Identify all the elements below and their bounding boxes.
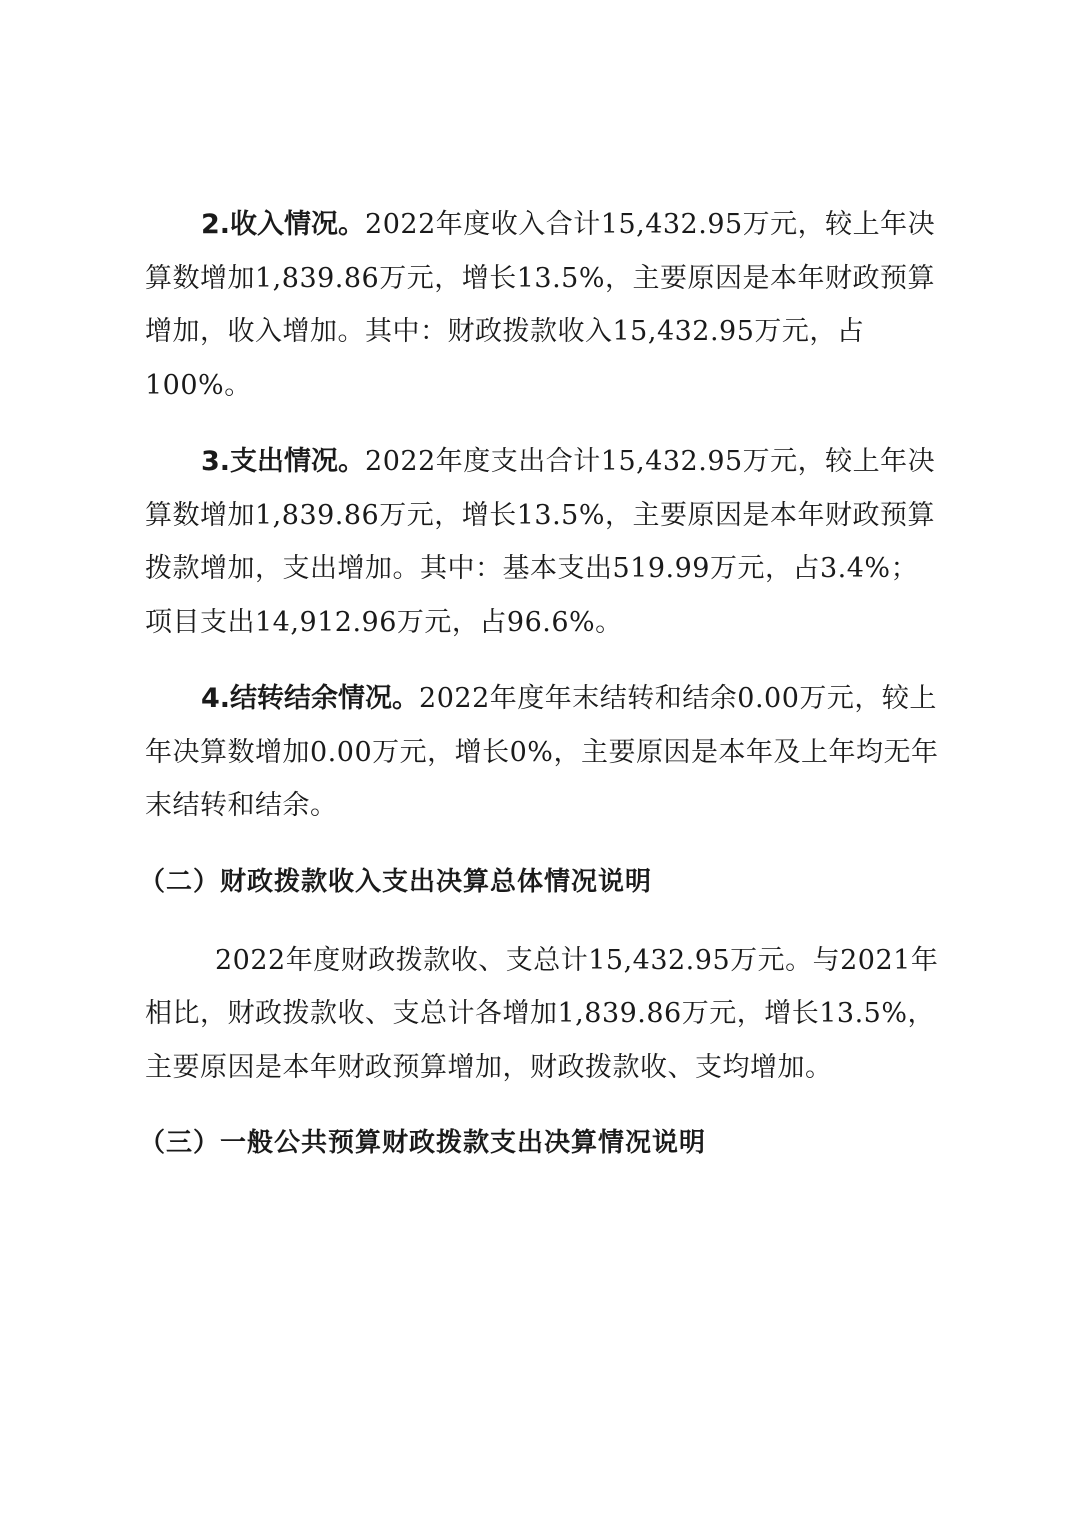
section-two-heading: （二）财政拨款收入支出决算总体情况说明 — [139, 866, 653, 897]
carryover-lead: 4.结转结余情况。 — [201, 683, 420, 714]
income-lead: 2.收入情况。 — [201, 209, 366, 240]
carryover-paragraph — [145, 672, 940, 833]
income-paragraph — [145, 198, 940, 412]
expenditure-text: 2022年度支出合计15,432.95万元，较上年决算数增加1,839.86万元，增长13.5%，主要原因是本年财政预算拨款增加，支出增加。其中：基本支出519.99万元，占3.4%；项目支出14,912.96万元，占96.6%。 — [145, 446, 936, 638]
expenditure-lead: 3.支出情况。 — [201, 446, 366, 477]
section-three-heading: （三）一般公共预算财政拨款支出决算情况说明 — [139, 1128, 707, 1158]
carryover-text: 2022年度年末结转和结余0.00万元，较上年决算数增加0.00万元，增长0%，主要原因是本年及上年均无年末结转和结余。 — [145, 683, 939, 821]
income-text: 2022年度收入合计15,432.95万元，较上年决算数增加1,839.86万元，增长13.5%，主要原因是本年财政预算增加，收入增加。其中：财政拨款收入15,432.95万元，占100%。 — [145, 209, 936, 401]
document-body — [139, 198, 940, 1195]
section-two-paragraph: 2022年度财政拨款收、支总计15,432.95万元。与2021年相比，财政拨款收、支总计各增加1,839.86万元，增长13.5%，主要原因是本年财政预算增加，财政拨款收、支均增加。 — [145, 944, 939, 1083]
expenditure-paragraph — [145, 435, 940, 649]
